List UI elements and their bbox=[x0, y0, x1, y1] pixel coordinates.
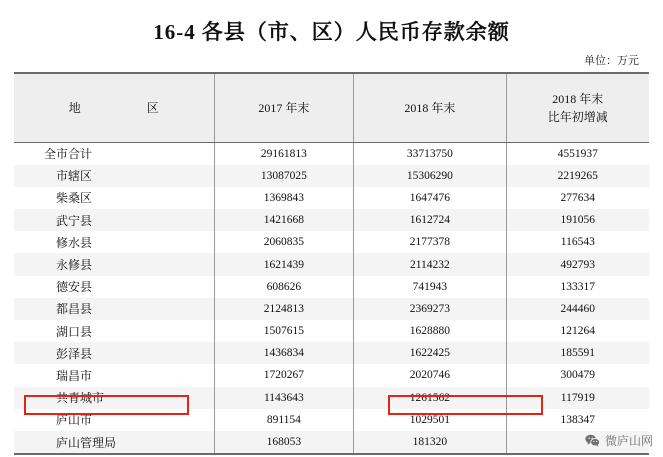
table-row bbox=[14, 320, 649, 342]
column-header-region: 地 区 bbox=[14, 74, 214, 143]
cell-change: 300479 bbox=[560, 369, 596, 382]
cell-2018: 2177378 bbox=[354, 231, 506, 253]
cell-2018: 2020746 bbox=[354, 364, 506, 386]
table-row bbox=[14, 231, 649, 253]
cell-2017: 13087025 bbox=[214, 165, 354, 187]
cell-2017: 891154 bbox=[214, 409, 354, 431]
table-row bbox=[14, 187, 649, 209]
cell-2018: 1612724 bbox=[354, 209, 506, 231]
cell-region: 武宁县 bbox=[14, 209, 214, 231]
table-row bbox=[14, 387, 649, 409]
column-header-change-line1: 2018 年末 bbox=[552, 92, 604, 106]
cell-region: 瑞昌市 bbox=[14, 364, 214, 386]
table-row bbox=[14, 431, 649, 453]
table-body bbox=[14, 143, 649, 454]
cell-2017: 1143643 bbox=[214, 387, 354, 409]
cell-region: 永修县 bbox=[14, 253, 214, 275]
cell-region: 共青城市 bbox=[14, 387, 214, 409]
table-row bbox=[14, 298, 649, 320]
watermark-label: 微庐山网 bbox=[604, 434, 653, 448]
cell-change: 121264 bbox=[560, 325, 596, 338]
title-number: 16-4 bbox=[153, 20, 196, 44]
statistics-table bbox=[14, 74, 649, 453]
cell-change: 185591 bbox=[560, 347, 596, 360]
cell-change: 2219265 bbox=[557, 169, 598, 182]
cell-2017: 608626 bbox=[214, 276, 354, 298]
cell-change: 244460 bbox=[560, 302, 596, 315]
cell-2017: 1369843 bbox=[214, 187, 354, 209]
statistics-table-wrapper bbox=[14, 72, 649, 455]
cell-region: 彭泽县 bbox=[14, 342, 214, 364]
table-row bbox=[14, 409, 649, 431]
cell-region: 庐山市 bbox=[14, 409, 214, 431]
cell-2018: 1622425 bbox=[354, 342, 506, 364]
column-header-2018: 2018 年末 bbox=[354, 74, 506, 143]
cell-2018: 33713750 bbox=[354, 143, 506, 165]
page-title bbox=[0, 0, 663, 52]
cell-2018: 15306290 bbox=[354, 165, 506, 187]
cell-region: 柴桑区 bbox=[14, 187, 214, 209]
table-row bbox=[14, 253, 649, 275]
cell-change: 138347 bbox=[560, 413, 596, 426]
wechat-icon bbox=[585, 434, 600, 447]
cell-2017: 2060835 bbox=[214, 231, 354, 253]
table-row bbox=[14, 165, 649, 187]
table-header-row bbox=[14, 74, 649, 143]
cell-2018: 741943 bbox=[354, 276, 506, 298]
cell-2017: 2124813 bbox=[214, 298, 354, 320]
cell-2018: 181320 bbox=[354, 431, 506, 453]
table-row bbox=[14, 143, 649, 165]
title-text: 各县（市、区）人民币存款余额 bbox=[201, 21, 510, 44]
cell-region: 湖口县 bbox=[14, 320, 214, 342]
unit-note: 单位：万元 bbox=[584, 55, 639, 67]
cell-region: 庐山管理局 bbox=[14, 431, 214, 453]
cell-region: 市辖区 bbox=[14, 165, 214, 187]
column-header-change bbox=[506, 74, 649, 143]
cell-2017: 1421668 bbox=[214, 209, 354, 231]
cell-change: 277634 bbox=[560, 191, 596, 204]
cell-2018: 2114232 bbox=[354, 253, 506, 275]
cell-change: 116543 bbox=[560, 236, 595, 249]
cell-2017: 1720267 bbox=[214, 364, 354, 386]
watermark bbox=[585, 432, 653, 449]
cell-region: 德安县 bbox=[14, 276, 214, 298]
cell-change: 133317 bbox=[560, 280, 596, 293]
cell-2017: 29161813 bbox=[214, 143, 354, 165]
cell-2017: 1436834 bbox=[214, 342, 354, 364]
cell-2017: 1507615 bbox=[214, 320, 354, 342]
column-header-2017: 2017 年末 bbox=[214, 74, 354, 143]
cell-2018: 2369273 bbox=[354, 298, 506, 320]
table-row bbox=[14, 276, 649, 298]
cell-region: 全市合计 bbox=[14, 143, 214, 165]
cell-2018: 1628880 bbox=[354, 320, 506, 342]
table-row bbox=[14, 342, 649, 364]
table-row bbox=[14, 364, 649, 386]
cell-change: 492793 bbox=[560, 258, 596, 271]
cell-change: 4551937 bbox=[557, 147, 598, 160]
cell-2018: 1029501 bbox=[354, 409, 506, 431]
cell-change: 117919 bbox=[560, 391, 595, 404]
cell-2017: 168053 bbox=[214, 431, 354, 453]
cell-region: 修水县 bbox=[14, 231, 214, 253]
cell-2018: 1261562 bbox=[354, 387, 506, 409]
table-header bbox=[14, 74, 649, 143]
cell-2017: 1621439 bbox=[214, 253, 354, 275]
cell-change: 191056 bbox=[560, 214, 596, 227]
cell-region: 都昌县 bbox=[14, 298, 214, 320]
table-row bbox=[14, 209, 649, 231]
cell-2018: 1647476 bbox=[354, 187, 506, 209]
column-header-change-line2: 比年初增减 bbox=[547, 110, 608, 124]
